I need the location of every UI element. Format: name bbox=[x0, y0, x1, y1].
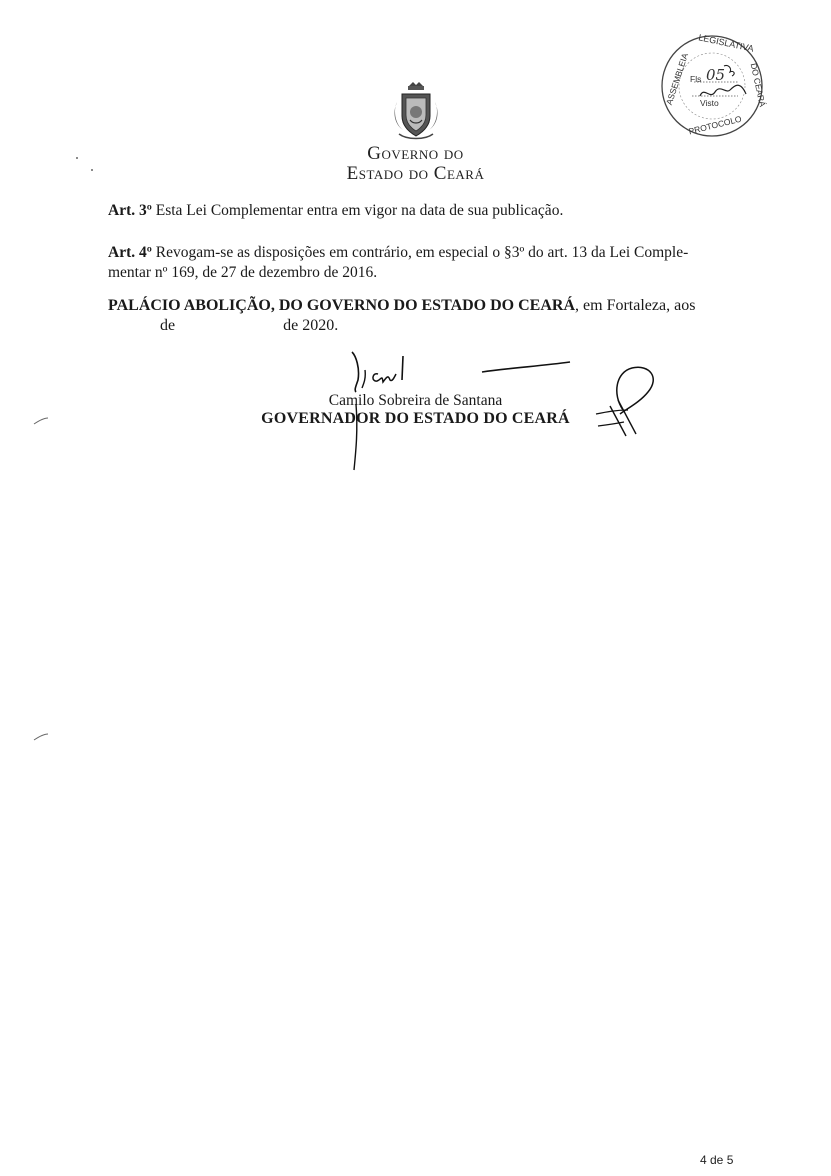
palacio-rest-text: , em Fortaleza, aos bbox=[575, 297, 696, 314]
stamp-left-text: ASSEMBLEIA bbox=[663, 51, 691, 107]
page-number: 4 de 5 bbox=[700, 1153, 734, 1167]
stamp-right-text: DO CEARÁ bbox=[748, 62, 768, 108]
closing-clause bbox=[108, 296, 728, 336]
coat-of-arms-icon bbox=[389, 80, 443, 142]
date-de-2: de 2020. bbox=[283, 317, 339, 334]
article-3 bbox=[108, 201, 728, 221]
signatory-title: GOVERNADOR DO ESTADO DO CEARÁ bbox=[261, 410, 570, 427]
article-4-text-line1: Revogam-se as disposições em contrário, em especial o §3º do art. 13 da Lei Comple- bbox=[151, 244, 689, 261]
article-4 bbox=[108, 243, 728, 283]
date-de-1: de bbox=[160, 317, 176, 334]
header-state-line: Estado do Ceará bbox=[346, 163, 485, 184]
stamp-top-text: LEGISLATIVA bbox=[697, 32, 755, 54]
stamp-fls-label: Fls bbox=[690, 74, 702, 84]
stamp-visto-label: Visto bbox=[700, 98, 719, 108]
stamp-bottom-text: PROTOCOLO bbox=[687, 113, 743, 137]
palacio-bold-text: PALÁCIO ABOLIÇÃO, DO GOVERNO DO ESTADO DO CEARÁ bbox=[108, 297, 576, 314]
article-4-text-line2: mentar nº 169, de 27 de dezembro de 2016. bbox=[108, 264, 378, 281]
protocol-stamp bbox=[660, 32, 768, 138]
article-3-text: Esta Lei Complementar entra em vigor na data de sua publicação. bbox=[151, 202, 564, 219]
article-4-label: Art. 4º bbox=[108, 244, 152, 261]
header-government-line: Governo do bbox=[367, 143, 464, 164]
stamp-fls-value: 05 bbox=[706, 66, 726, 84]
article-3-label: Art. 3º bbox=[108, 202, 152, 219]
signatory-name: Camilo Sobreira de Santana bbox=[328, 392, 503, 409]
